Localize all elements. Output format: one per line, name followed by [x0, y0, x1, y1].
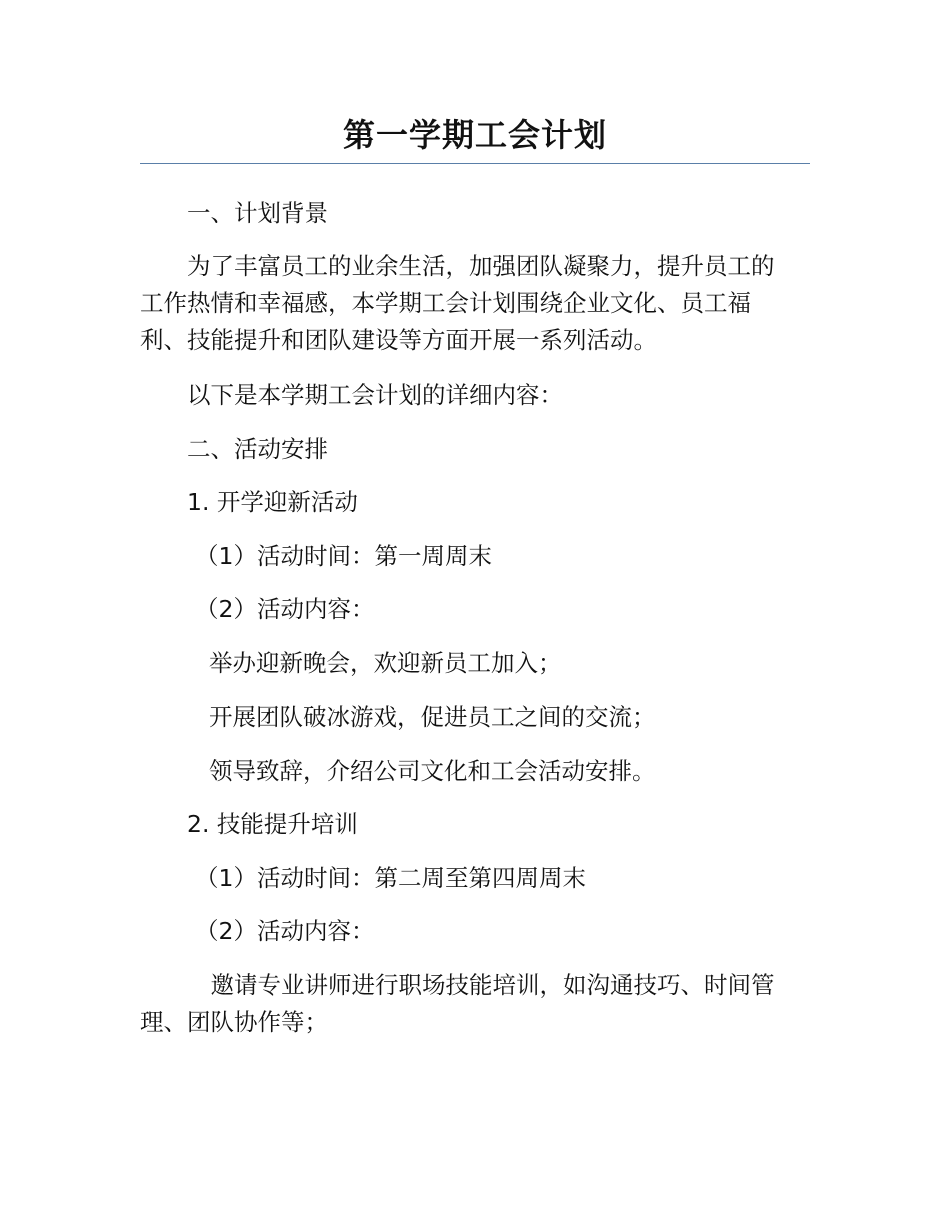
activity1-item-3: 领导致辞，介绍公司文化和工会活动安排。 [209, 757, 656, 785]
activity2-item-line-1: 邀请专业讲师进行职场技能培训，如沟通技巧、时间管 [187, 971, 775, 999]
activity1-item-1: 举办迎新晚会，欢迎新员工加入； [209, 649, 562, 677]
activity2-time: （1）活动时间：第二周至第四周周末 [195, 864, 586, 892]
activity1-item-2: 开展团队破冰游戏，促进员工之间的交流； [209, 703, 656, 731]
section2-heading: 二、活动安排 [187, 435, 328, 463]
intro-paragraph [140, 248, 812, 359]
intro-line-3: 利、技能提升和团队建设等方面开展一系列活动。 [140, 326, 657, 354]
activity1-heading: 1. 开学迎新活动 [187, 488, 358, 516]
intro-line-2: 工作热情和幸福感，本学期工会计划围绕企业文化、员工福 [140, 289, 751, 317]
activity1-content-label: （2）活动内容： [195, 595, 375, 623]
activity2-heading: 2. 技能提升培训 [187, 810, 358, 838]
intro-line-1: 为了丰富员工的业余生活，加强团队凝聚力，提升员工的 [140, 252, 775, 280]
activity2-content-label: （2）活动内容： [195, 917, 375, 945]
activity1-time: （1）活动时间：第一周周末 [195, 542, 492, 570]
details-intro: 以下是本学期工会计划的详细内容： [187, 381, 563, 409]
activity2-item-line-2: 理、团队协作等； [140, 1008, 328, 1036]
title-underline [140, 163, 810, 164]
activity2-item-paragraph [140, 967, 812, 1041]
document-title: 第一学期工会计划 [342, 116, 607, 154]
section1-heading: 一、计划背景 [187, 199, 328, 227]
